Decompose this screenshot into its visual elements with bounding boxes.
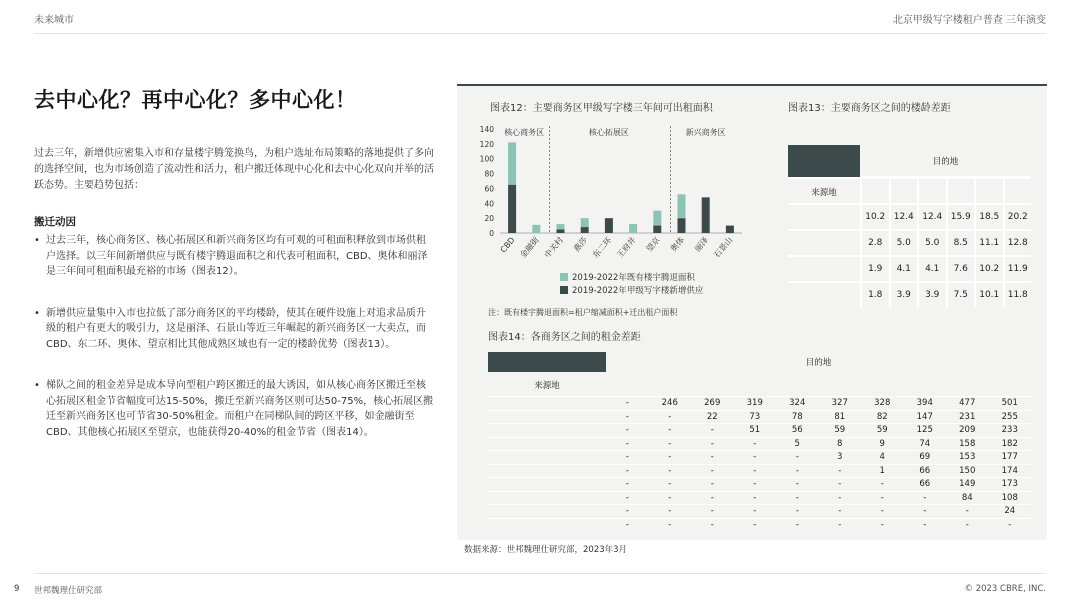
bullet-marker: •: [34, 235, 40, 246]
table-cell: 1.9: [860, 257, 889, 281]
table-cell: 5: [794, 438, 800, 449]
group-label: 核心拓展区: [588, 128, 629, 137]
table-cell: -: [668, 492, 672, 503]
bar-segment: [726, 226, 734, 233]
bullet-marker: •: [34, 307, 40, 319]
section-heading: 搬迁动因: [34, 216, 76, 228]
row-label-cell: [788, 257, 860, 281]
legend-swatch: [560, 286, 568, 294]
fig12-title: 图表12：主要商务区甲级写字楼三年间可出租面积: [490, 103, 713, 114]
table-cell: 59: [876, 425, 888, 436]
table-cell: [889, 179, 918, 203]
table-cell: 269: [704, 398, 721, 409]
page-title: 去中心化？再中心化？多中心化！: [34, 87, 357, 112]
x-tick-label: 奥体: [668, 235, 687, 254]
row-label-cell: [488, 397, 606, 410]
table-row: [788, 203, 1031, 229]
table-cell: 4: [879, 452, 885, 463]
table-cell: -: [668, 506, 672, 517]
y-tick-label: 140: [479, 125, 494, 134]
table-cell: 158: [959, 438, 976, 449]
table-cell: 12.4: [917, 205, 946, 229]
bar-segment: [581, 227, 589, 233]
row-label-cell: [488, 451, 606, 464]
table-cell: 3.9: [917, 283, 946, 307]
table-cell: 11.8: [1003, 283, 1032, 307]
table-cell: 12.4: [889, 205, 918, 229]
table-cell: -: [880, 492, 884, 503]
table-cell: -: [880, 479, 884, 490]
table-cell: -: [625, 479, 629, 490]
row-label-cell: [488, 411, 606, 424]
y-tick-label: 120: [479, 139, 494, 149]
table-cell: -: [710, 425, 714, 436]
dest-header: 目的地: [860, 145, 1031, 177]
table-cell: -: [1008, 519, 1012, 530]
table-cell: -: [838, 479, 842, 490]
page-number: 9: [14, 584, 20, 594]
table-cell: 69: [919, 452, 931, 463]
table-cell: -: [753, 465, 757, 476]
table-cell: 84: [961, 492, 973, 503]
y-tick-label: 20: [484, 214, 494, 224]
table-cell: 8.5: [946, 231, 975, 255]
table-cell: 12.8: [1003, 231, 1032, 255]
row-label-cell: [788, 205, 860, 229]
x-tick-label: 中关村: [542, 235, 566, 260]
table-row: [488, 464, 1031, 478]
table-cell: -: [838, 506, 842, 517]
table-cell: -: [668, 411, 672, 422]
table-cell: -: [880, 519, 884, 530]
table-cell: -: [625, 411, 629, 422]
bar-segment: [678, 218, 686, 233]
x-tick-label: 望京: [644, 235, 662, 254]
table-cell: 7.5: [946, 283, 975, 307]
row-label-cell: [488, 438, 606, 451]
table-cell: -: [668, 452, 672, 463]
bullet-item: [34, 378, 434, 440]
table-cell: -: [795, 452, 799, 463]
intro-paragraph: 过去三年，新增供应密集入市和存量楼宇腾笼换鸟，为租户选址布局策略的落地提供了多向的选择空间，也为市场创造了流动性和活力，租户搬迁体现中心化和去中心化双向并举的活跃态势。主要趋势包括：: [34, 148, 434, 191]
table-cell: -: [668, 465, 672, 476]
bar-segment: [557, 229, 565, 233]
table-cell: -: [795, 479, 799, 490]
bar-segment: [508, 185, 516, 233]
legend-swatch: [560, 273, 568, 281]
row-label-cell: [488, 519, 606, 532]
table-row: [788, 281, 1031, 307]
fig12-note: 注：既有楼宇腾退面积=租户缩减面积+迁出租户面积: [488, 308, 678, 317]
table-cell: -: [625, 398, 629, 409]
table-cell: 11.1: [974, 231, 1003, 255]
bar-segment: [557, 224, 565, 229]
x-tick-label: 金融街: [518, 235, 541, 260]
table-cell: -: [625, 506, 629, 517]
table-cell: 324: [789, 398, 806, 409]
table-cell: -: [923, 492, 927, 503]
table-cell: -: [625, 438, 629, 449]
table-cell: 59: [834, 425, 846, 436]
table-cell: 233: [1001, 425, 1018, 436]
table-row: [488, 477, 1031, 491]
table-cell: [1003, 179, 1032, 203]
table-cell: -: [753, 492, 757, 503]
table-cell: 2.8: [860, 231, 889, 255]
table-row: [488, 450, 1031, 464]
table-cell: 4.1: [889, 257, 918, 281]
table-cell: 18.5: [974, 205, 1003, 229]
table-cell: -: [795, 519, 799, 530]
table-cell: 78: [791, 411, 803, 422]
bar-segment: [581, 218, 589, 227]
table-cell: 5.0: [917, 231, 946, 255]
row-label-cell: [488, 465, 606, 478]
table-row: [488, 410, 1031, 424]
bar-segment: [653, 211, 661, 226]
table-cell: -: [753, 438, 757, 449]
table-cell: 56: [791, 425, 803, 436]
table-cell: 81: [834, 411, 846, 422]
table-cell: 1.8: [860, 283, 889, 307]
row-label-cell: [788, 231, 860, 255]
table-cell: 125: [916, 425, 933, 436]
legend-label: 2019-2022年甲级写字楼新增供应: [572, 285, 704, 296]
row-label-cell: [488, 478, 606, 491]
fig13-title: 图表13：主要商务区之间的楼龄差距: [788, 103, 951, 114]
y-tick-label: 0: [489, 229, 494, 238]
y-tick-label: 60: [484, 184, 494, 194]
table-row: [488, 396, 1031, 410]
table-row: [788, 177, 1031, 203]
y-tick-label: 40: [484, 199, 494, 209]
row-label-cell: [788, 283, 860, 307]
table-cell: 9: [879, 438, 885, 449]
row-label-cell: [488, 505, 606, 518]
x-tick-label: 丽泽: [693, 235, 711, 254]
table-cell: 24: [1004, 506, 1016, 517]
table-cell: 7.6: [946, 257, 975, 281]
table-cell: -: [625, 425, 629, 436]
x-tick-label: 东二环: [591, 235, 614, 260]
footer-divider: [34, 573, 1046, 574]
y-tick-label: 100: [479, 154, 494, 164]
fig14-title: 图表14：各商务区之间的租金差距: [488, 332, 641, 343]
table-cell: 327: [831, 398, 848, 409]
bar-segment: [508, 142, 516, 184]
table-cell: [917, 179, 946, 203]
table-cell: -: [838, 492, 842, 503]
table-cell: 209: [959, 425, 976, 436]
table-cell: 108: [1001, 492, 1018, 503]
table-cell: -: [710, 506, 714, 517]
table-cell: 477: [959, 398, 976, 409]
table-cell: 3: [837, 452, 843, 463]
table-cell: 10.2: [974, 257, 1003, 281]
table-cell: 66: [919, 479, 931, 490]
table-cell: -: [710, 492, 714, 503]
table-cell: 82: [876, 411, 888, 422]
data-source: 数据来源：世邦魏理仕研究部，2023年3月: [464, 545, 628, 555]
table-cell: -: [923, 519, 927, 530]
fig13-grid: [788, 177, 1031, 307]
x-tick-label: 石景山: [712, 235, 735, 260]
table-cell: 74: [919, 438, 931, 449]
table-cell: -: [668, 479, 672, 490]
row-label-cell: [488, 492, 606, 505]
table-cell: -: [880, 506, 884, 517]
table-cell: 5.0: [889, 231, 918, 255]
table-cell: 1: [879, 465, 885, 476]
table-cell: [860, 179, 889, 203]
dest-header: 目的地: [805, 358, 832, 368]
table-cell: -: [795, 506, 799, 517]
table-cell: -: [625, 465, 629, 476]
table-cell: -: [795, 465, 799, 476]
table-cell: -: [838, 519, 842, 530]
table-cell: 8: [837, 438, 843, 449]
group-label: 核心商务区: [504, 128, 545, 137]
header-section-label: 未来城市: [34, 15, 74, 26]
table-cell: -: [625, 492, 629, 503]
legend-label: 2019-2022年既有楼宇腾退面积: [572, 272, 695, 283]
footer-publisher: 世邦魏理仕研究部: [34, 586, 103, 596]
table-cell: -: [965, 506, 969, 517]
table-cell: 11.9: [1003, 257, 1032, 281]
table-cell: -: [710, 465, 714, 476]
table-cell: 177: [1001, 452, 1018, 463]
table-cell: 319: [746, 398, 763, 409]
header-report-title: 北京甲级写字楼租户普查 三年演变: [892, 15, 1046, 26]
bar-segment: [532, 225, 540, 233]
bar-segment: [653, 226, 661, 233]
table-row: [488, 491, 1031, 505]
table-cell: -: [753, 506, 757, 517]
table-cell: -: [923, 506, 927, 517]
bullet-item: [34, 233, 434, 280]
table-cell: 73: [749, 411, 761, 422]
row-label-cell: [788, 179, 860, 203]
table-cell: -: [838, 465, 842, 476]
table-cell: -: [753, 452, 757, 463]
table-cell: -: [668, 438, 672, 449]
table-row: [488, 518, 1031, 532]
table-cell: [974, 179, 1003, 203]
table-cell: 501: [1001, 398, 1018, 409]
bullet-text: 梯队之间的租金差异是成本导向型租户跨区搬迁的最大诱因，如从核心商务区搬迁至核心拓展区租金节省幅度可达15-50%，搬迁至新兴商务区则可达50-75%，核心拓展区搬迁至新兴商务区也可节省30-50%租金。而租户在同梯队间的跨区平移，如金融街至CBD、其他核心拓展区至望京，也能获得20-40%的租金节省（图表14）。: [46, 380, 434, 438]
table-row: [788, 255, 1031, 281]
fig12-legend: [560, 270, 703, 296]
table-cell: 150: [959, 465, 976, 476]
header-spacer-row: [488, 374, 1031, 396]
bullet-text: 过去三年，核心商务区、核心拓展区和新兴商务区均有可观的可租面积释放到市场供租户选择。以三年间新增供应与既有楼宇腾退面积之和代表可租面积，CBD、奥体和丽泽是三年间可租面积最充裕的市场（图表12）。: [46, 235, 428, 277]
row-label-cell: [488, 424, 606, 437]
bullet-text: 新增供应量集中入市也拉低了部分商务区的平均楼龄，使其在硬件设施上对追求品质升级的租户有更大的吸引力，这是丽泽、石景山等近三年崛起的新兴商务区一大卖点，而CBD、东二环、奥体、望京相比其他成熟区域也有一定的楼龄优势（图表13）。: [46, 307, 426, 350]
group-label: 新兴商务区: [685, 128, 726, 137]
table-cell: -: [965, 519, 969, 530]
table-cell: 10.1: [974, 283, 1003, 307]
table-cell: -: [625, 452, 629, 463]
footer-copyright: © 2023 CBRE, INC.: [964, 584, 1046, 594]
table-cell: 147: [916, 411, 933, 422]
table-cell: 149: [959, 479, 976, 490]
x-tick-label: 王府井: [615, 235, 638, 260]
fig14-grid: [488, 374, 1031, 531]
table-cell: 51: [749, 425, 761, 436]
table-cell: 174: [1001, 465, 1018, 476]
table-cell: 255: [1001, 411, 1018, 422]
table-row: [788, 229, 1031, 255]
panel-top-rule: [457, 84, 1047, 86]
y-tick-label: 80: [484, 169, 494, 179]
table-cell: -: [710, 438, 714, 449]
bar-segment: [605, 218, 613, 233]
table-cell: -: [753, 479, 757, 490]
table-cell: -: [668, 519, 672, 530]
table-cell: -: [795, 492, 799, 503]
bullet-item: [34, 306, 434, 353]
table-cell: 394: [916, 398, 933, 409]
header-divider: [34, 33, 1046, 34]
table-cell: 173: [1001, 479, 1018, 490]
source-header: 来源地: [811, 188, 837, 198]
table-cell: 182: [1001, 438, 1018, 449]
table-cell: 4.1: [917, 257, 946, 281]
bar-segment: [678, 194, 686, 218]
table-cell: 246: [661, 398, 678, 409]
x-tick-label: CBD: [498, 235, 517, 255]
table-cell: -: [710, 519, 714, 530]
legend-item: [560, 283, 703, 296]
table-cell: -: [753, 519, 757, 530]
source-header: 来源地: [534, 381, 560, 391]
table-cell: 153: [959, 452, 976, 463]
bullet-list: [34, 233, 434, 440]
table-corner: [488, 352, 606, 372]
table-cell: 20.2: [1003, 205, 1032, 229]
table-cell: -: [668, 425, 672, 436]
table-cell: 10.2: [860, 205, 889, 229]
table-cell: -: [625, 519, 629, 530]
legend-item: [560, 270, 703, 283]
table-cell: 231: [959, 411, 976, 422]
bar-segment: [629, 224, 637, 233]
table-cell: 15.9: [946, 205, 975, 229]
table-corner: [788, 145, 860, 177]
table-cell: 3.9: [889, 283, 918, 307]
table-cell: 328: [874, 398, 891, 409]
table-cell: [946, 179, 975, 203]
table-row: [488, 437, 1031, 451]
table-row: [488, 504, 1031, 518]
x-tick-label: 燕莎: [572, 235, 590, 254]
fig12-bar-chart: [470, 118, 760, 268]
table-cell: 22: [706, 411, 718, 422]
bar-segment: [702, 197, 710, 233]
table-cell: -: [710, 452, 714, 463]
table-row: [488, 423, 1031, 437]
bullet-marker: •: [34, 380, 40, 391]
table-cell: -: [710, 479, 714, 490]
table-cell: 66: [919, 465, 931, 476]
